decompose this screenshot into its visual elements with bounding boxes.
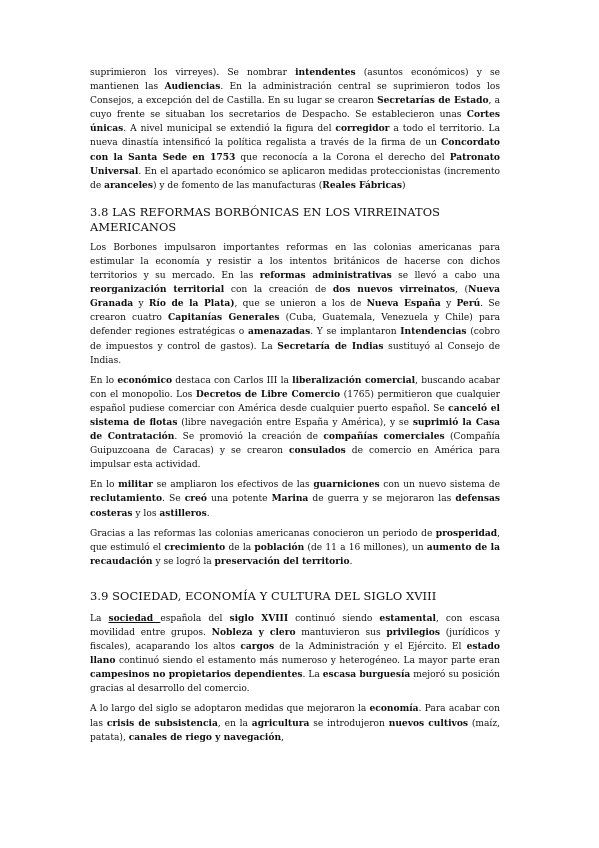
bold-term: canales de riego y navegación: [128, 731, 282, 743]
text-run: A lo largo del siglo se adoptaron medidas que mejoraron la: [90, 704, 370, 715]
paragraph: [90, 612, 500, 697]
bold-term: siglo XVIII: [229, 612, 289, 624]
bold-term: Perú: [456, 298, 481, 310]
bold-term: agricultura: [251, 717, 310, 729]
bold-term: Nueva España: [366, 298, 441, 310]
section-heading: 3.9 SOCIEDAD, ECONOMÍA Y CULTURA DEL SIGLO XVIII: [90, 588, 437, 603]
bold-term: corregidor: [335, 123, 390, 135]
bold-term: Nobleza y clero: [211, 627, 296, 638]
text-run: (Cuba, Guatemala, Venezuela y Chile) para defender regiones estratégicas o: [90, 313, 500, 338]
text-run: de la: [225, 542, 255, 553]
text-run: , que se unieron a los de: [234, 299, 367, 310]
text-run: que reconocía a la Corona el derecho del: [235, 152, 450, 163]
text-run: continuó siendo el estamento más numeroso y heterogéneo. La mayor parte eran: [115, 656, 500, 667]
bold-term: población: [254, 541, 305, 553]
text-run: con la creación de: [224, 285, 333, 296]
text-run: (libre navegación entre España y América), y se: [177, 417, 413, 428]
bold-term: Reales Fábricas: [322, 179, 403, 191]
section-reformas-borbonicas: [90, 205, 500, 569]
text-run: se ampliaron los efectivos de las: [152, 480, 314, 491]
bold-term: Patronato Universal: [90, 151, 501, 177]
text-run: con un nuevo sistema de: [379, 480, 500, 491]
bold-term: privilegios: [386, 627, 440, 638]
bold-term: astilleros: [159, 507, 207, 519]
bold-term: crecimiento: [164, 541, 226, 553]
bold-term: amenazadas: [247, 326, 311, 338]
text-run: (1765) permitieron que cualquier español pudiese comerciar con América desde cualquier puerto español. Se: [90, 389, 500, 414]
text-run: se introdujeron: [309, 718, 389, 729]
bold-term: económico: [117, 374, 173, 386]
bold-term: Secretarías de Estado: [377, 95, 489, 107]
text-run: .: [349, 556, 353, 567]
text-run: (de 11 a 16 millones), un: [304, 542, 427, 553]
text-run: , en la: [217, 718, 252, 729]
text-run: una potente: [206, 494, 272, 505]
bold-term: Intendencias: [400, 326, 467, 338]
bold-term: canceló el sistema de flotas: [90, 402, 500, 428]
text-run: . Y se implantaron: [310, 327, 401, 338]
bold-term: estado llano: [90, 641, 500, 667]
text-run: (Compañía Guipuzcoana de Caracas) y se crearon: [90, 432, 501, 457]
text-run: de comercio en América para impulsar esta actividad.: [90, 446, 500, 471]
paragraph: [90, 527, 500, 569]
bold-term: Secretaría de Indias: [277, 340, 384, 352]
text-run: . En el apartado económico se aplicaron medidas proteccionistas (incremento de: [90, 166, 500, 191]
bold-term: escasa burguesía: [322, 669, 411, 681]
text-run: , buscando acabar con el monopolio. Los: [90, 375, 500, 400]
bold-term: Audiencias: [164, 81, 221, 93]
bold-term: crisis de subsistencia: [106, 717, 218, 729]
text-run: destaca con Carlos III la: [172, 375, 293, 386]
text-run: y se logró la: [152, 556, 215, 567]
text-run: , a cuyo frente se situaban los secretarios de Despacho. Se establecieron unas: [90, 96, 501, 121]
text-run: (jurídicos y fiscales), acaparando los altos: [90, 628, 500, 653]
text-run: (cobro de impuestos y control de gastos). La: [90, 327, 500, 352]
text-run: continuó siendo: [288, 613, 380, 624]
text-run: . Para acabar con las: [90, 704, 501, 729]
text-run: mejoró su posición gracias al desarrollo del comercio.: [90, 670, 501, 695]
bold-term: sociedad: [108, 612, 161, 624]
section-heading: 3.8 LAS REFORMAS BORBÓNICAS EN LOS VIRREINATOS AMERICANOS: [90, 204, 441, 234]
bold-term: nuevos cultivos: [388, 717, 468, 729]
text-run: , que estimuló el: [90, 528, 500, 553]
bold-term: aranceles: [104, 179, 153, 191]
bold-term: reclutamiento: [90, 493, 163, 505]
bold-term: prosperidad: [435, 527, 498, 539]
text-run: de guerra y se mejoraron las: [308, 494, 456, 505]
text-run: , (: [455, 285, 469, 296]
bold-term: guarniciones: [313, 479, 380, 491]
bold-term: estamental: [379, 612, 436, 624]
text-run: sustituyó al Consejo de Indias.: [90, 341, 501, 366]
text-run: .: [206, 508, 210, 519]
text-run: a todo el territorio. La nueva dinastía intensificó la política regalista a través de la firma de un: [90, 124, 500, 149]
text-run: española del: [160, 613, 230, 624]
bold-term: intendentes: [295, 67, 356, 78]
bold-term: Concordato con la Santa Sede en 1753: [90, 137, 500, 163]
bold-term: dos nuevos virreinatos: [332, 284, 456, 296]
bold-term: Decretos de Libre Comercio: [195, 388, 341, 400]
bold-term: reformas administrativas: [259, 270, 392, 282]
text-run: (asuntos económicos) y se mantienen las: [90, 68, 500, 93]
text-run: ) y de fomento de las manufacturas (: [152, 180, 323, 191]
bold-term: creó: [184, 493, 207, 505]
text-run: (maíz, patata),: [90, 718, 500, 743]
text-run: . Se: [162, 494, 185, 505]
bold-term: Nueva Granada: [90, 284, 500, 310]
text-run: y: [133, 299, 149, 310]
paragraph: [90, 374, 500, 473]
paragraph: [90, 66, 500, 193]
bold-term: economía: [369, 703, 419, 715]
bold-term: campesinos no propietarios dependientes: [90, 669, 303, 681]
section-continuation: [90, 66, 500, 193]
paragraph: [90, 478, 500, 520]
bold-term: compañías comerciales: [323, 431, 445, 443]
bold-term: aumento de la recaudación: [90, 541, 500, 567]
bold-term: consulados: [288, 445, 346, 457]
text-run: Los Borbones impulsaron importantes reformas en las colonias americanas para estimular la economía y resistir a los intentos británicos de hacerse con dichos territorios y su mercado. En las: [90, 242, 500, 282]
text-run: y los: [132, 508, 160, 519]
text-run: En lo: [90, 480, 119, 491]
text-run: se llevó a cabo una: [391, 271, 500, 282]
section-sociedad-economia: [90, 589, 500, 745]
text-run: de la Administración y el Ejército. El: [274, 642, 467, 653]
bold-term: Cortes únicas: [90, 109, 500, 135]
text-run: ): [402, 180, 406, 191]
bold-term: Marina: [271, 493, 309, 505]
bold-term: Capitanías Generales: [168, 312, 280, 324]
text-run: mantuvieron sus: [295, 628, 387, 638]
text-run: Gracias a las reformas las colonias americanas conocieron un periodo de: [90, 528, 436, 539]
bold-term: suprimió la Casa de Contratación: [90, 416, 500, 443]
bold-term: reorganización territorial: [90, 284, 225, 296]
page-content: [90, 66, 500, 751]
paragraph: [90, 241, 500, 368]
text-run: y: [440, 299, 457, 310]
text-run: La: [90, 613, 109, 624]
text-run: . La: [302, 670, 323, 681]
text-run: ,: [281, 732, 284, 743]
paragraph: [90, 702, 500, 744]
bold-term: cargos: [240, 641, 275, 653]
text-run: suprimieron los virreyes). Se nombrar: [90, 68, 296, 78]
bold-term: militar: [118, 479, 153, 491]
bold-term: liberalización comercial: [292, 374, 416, 386]
bold-term: defensas costeras: [90, 493, 500, 519]
text-run: . Se crearon cuatro: [90, 299, 500, 324]
text-run: , con escasa movilidad entre grupos.: [90, 613, 500, 638]
text-run: . En la administración central se suprimieron todos los Consejos, a excepción del de Castilla. En su lugar se crearon: [90, 82, 500, 107]
text-run: En lo: [90, 375, 118, 386]
text-run: . Se promovió la creación de: [174, 432, 324, 443]
text-run: . A nivel municipal se extendió la figura del: [123, 124, 336, 135]
bold-term: preservación del territorio: [214, 555, 350, 567]
bold-term: Río de la Plata): [148, 298, 235, 310]
